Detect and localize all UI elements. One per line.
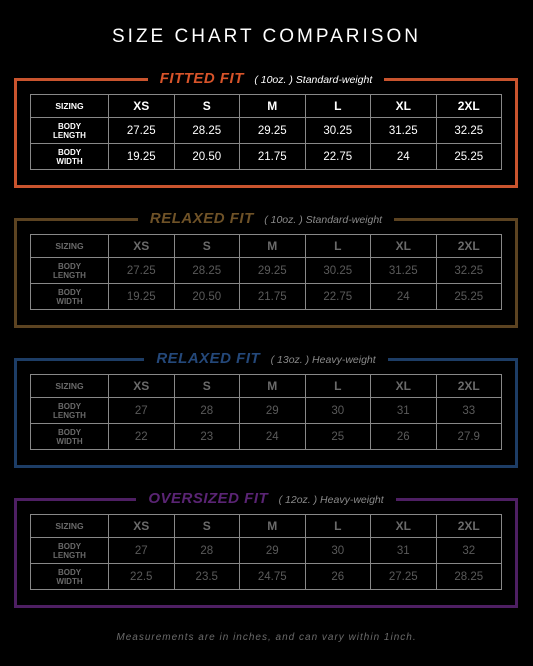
body-length-row [31, 538, 502, 564]
sizing-label: SIZING [31, 375, 109, 398]
body-length-label: BODY LENGTH [31, 398, 109, 424]
size-xl: XL [371, 235, 437, 258]
size-s: S [174, 235, 240, 258]
body-width-row [31, 144, 502, 170]
length-value: 28.25 [174, 258, 240, 284]
length-value: 30 [305, 538, 371, 564]
width-value: 22 [109, 424, 175, 450]
width-value: 25.25 [436, 144, 502, 170]
width-value: 24 [371, 284, 437, 310]
length-value: 27 [109, 398, 175, 424]
size-table [30, 234, 502, 310]
size-m: M [240, 515, 306, 538]
length-value: 29 [240, 398, 306, 424]
size-s: S [174, 95, 240, 118]
width-value: 26 [371, 424, 437, 450]
size-table [30, 514, 502, 590]
fit-name: OVERSIZED FIT [148, 490, 269, 507]
fit-weight: ( 10oz. ) Standard-weight [264, 214, 383, 226]
size-s: S [174, 515, 240, 538]
body-width-row [31, 424, 502, 450]
size-l: L [305, 375, 371, 398]
body-width-label: BODY WIDTH [31, 144, 109, 170]
length-value: 29.25 [240, 258, 306, 284]
fitted-fit-panel [14, 70, 518, 188]
length-value: 32 [436, 538, 502, 564]
size-m: M [240, 235, 306, 258]
body-width-label: BODY WIDTH [31, 564, 109, 590]
size-xs: XS [109, 515, 175, 538]
size-l: L [305, 95, 371, 118]
size-l: L [305, 235, 371, 258]
length-value: 28 [174, 398, 240, 424]
body-length-label: BODY LENGTH [31, 258, 109, 284]
size-header-row [31, 375, 502, 398]
length-value: 32.25 [436, 258, 502, 284]
width-value: 26 [305, 564, 371, 590]
width-value: 20.50 [174, 144, 240, 170]
length-value: 32.25 [436, 118, 502, 144]
body-length-row [31, 258, 502, 284]
sizing-label: SIZING [31, 515, 109, 538]
width-value: 23.5 [174, 564, 240, 590]
size-2xl: 2XL [436, 375, 502, 398]
fit-weight: ( 12oz. ) Heavy-weight [278, 494, 384, 506]
size-table [30, 374, 502, 450]
body-length-row [31, 118, 502, 144]
body-width-label: BODY WIDTH [31, 424, 109, 450]
length-value: 29 [240, 538, 306, 564]
size-2xl: 2XL [436, 515, 502, 538]
length-value: 30.25 [305, 258, 371, 284]
length-value: 27 [109, 538, 175, 564]
width-value: 21.75 [240, 144, 306, 170]
relaxed-fit-standard-panel [14, 210, 518, 328]
length-value: 27.25 [109, 118, 175, 144]
length-value: 31.25 [371, 258, 437, 284]
size-header-row [31, 95, 502, 118]
width-value: 24 [371, 144, 437, 170]
length-value: 33 [436, 398, 502, 424]
size-s: S [174, 375, 240, 398]
length-value: 31 [371, 538, 437, 564]
size-2xl: 2XL [436, 235, 502, 258]
footer-note: Measurements are in inches, and can vary within 1inch. [116, 632, 417, 643]
width-value: 25 [305, 424, 371, 450]
width-value: 22.5 [109, 564, 175, 590]
sizing-label: SIZING [31, 235, 109, 258]
size-2xl: 2XL [436, 95, 502, 118]
fit-name: RELAXED FIT [156, 350, 261, 367]
width-value: 24 [240, 424, 306, 450]
length-value: 28 [174, 538, 240, 564]
length-value: 30.25 [305, 118, 371, 144]
fit-name: RELAXED FIT [149, 210, 254, 227]
width-value: 25.25 [436, 284, 502, 310]
length-value: 31 [371, 398, 437, 424]
size-m: M [240, 375, 306, 398]
fit-weight: ( 13oz. ) Heavy-weight [270, 354, 376, 366]
size-xl: XL [371, 515, 437, 538]
sizing-label: SIZING [31, 95, 109, 118]
width-value: 20.50 [174, 284, 240, 310]
size-header-row [31, 235, 502, 258]
body-length-row [31, 398, 502, 424]
width-value: 24.75 [240, 564, 306, 590]
width-value: 22.75 [305, 284, 371, 310]
length-value: 31.25 [371, 118, 437, 144]
width-value: 19.25 [109, 284, 175, 310]
fit-name: FITTED FIT [159, 70, 244, 87]
length-value: 30 [305, 398, 371, 424]
size-xl: XL [371, 375, 437, 398]
size-l: L [305, 515, 371, 538]
page-title: SIZE CHART COMPARISON [112, 26, 421, 47]
relaxed-fit-heavy-panel [14, 350, 518, 468]
size-xs: XS [109, 235, 175, 258]
width-value: 27.25 [371, 564, 437, 590]
size-xl: XL [371, 95, 437, 118]
size-header-row [31, 515, 502, 538]
size-xs: XS [109, 375, 175, 398]
body-width-row [31, 564, 502, 590]
width-value: 21.75 [240, 284, 306, 310]
width-value: 28.25 [436, 564, 502, 590]
size-m: M [240, 95, 306, 118]
oversized-fit-panel [14, 490, 518, 608]
width-value: 19.25 [109, 144, 175, 170]
size-table [30, 94, 502, 170]
size-xs: XS [109, 95, 175, 118]
length-value: 29.25 [240, 118, 306, 144]
width-value: 22.75 [305, 144, 371, 170]
fit-weight: ( 10oz. ) Standard-weight [254, 74, 373, 86]
length-value: 27.25 [109, 258, 175, 284]
width-value: 27.9 [436, 424, 502, 450]
length-value: 28.25 [174, 118, 240, 144]
body-width-label: BODY WIDTH [31, 284, 109, 310]
body-length-label: BODY LENGTH [31, 538, 109, 564]
body-width-row [31, 284, 502, 310]
width-value: 23 [174, 424, 240, 450]
body-length-label: BODY LENGTH [31, 118, 109, 144]
